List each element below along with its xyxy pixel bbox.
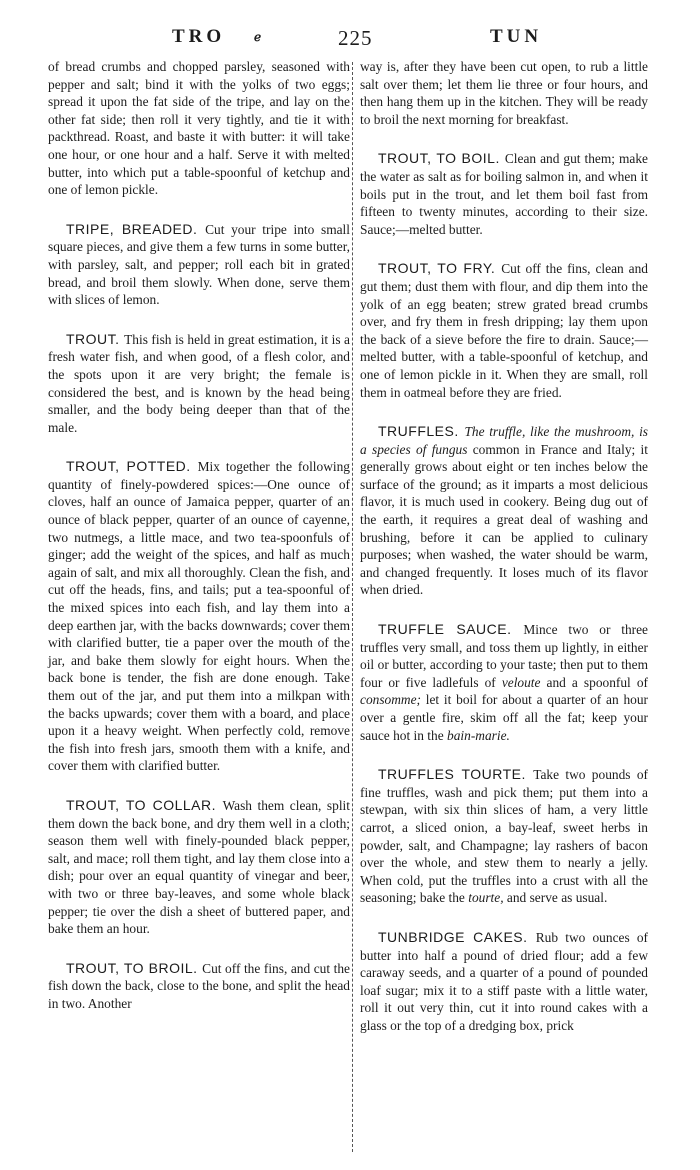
entry-text: Take two pounds of fine truffles, wash and pick them; put them into a stewpan, with six thin slices of ham, a very little carrot, a sliced onion, a bay-leaf, sweet herbs in powder, salt, and Champagne; lay rashers of bacon over the whole, and stew them to nearly a jelly. When cold, put the truffles into a crust with all the seasoning; bake the [360, 767, 648, 906]
continued-text: of bread crumbs and chopped parsley, seasoned with pepper and salt; bind it with the yolks of two eggs; spread it upon the fat side of the tripe, and lay on the other fat side; then roll it very tightly, and tie it with packthread. Roast, and baste it with butter: it will take one hour, or one hour and a half. Serve it with melted butter, into which put a table-spoonful of ketchup and one of lemon pickle. [48, 59, 350, 198]
entry-text: The truffle, like the mushroom, is a species of [360, 424, 648, 457]
entry-title: TRUFFLES. [378, 423, 465, 440]
entry-text: Wash them clean, split them down the back bone, and dry them well in a cloth; season them well with finely-pounded black pepper, salt, and mace; roll them tight, and lay them close into a dish; pour over an equal quantity of vinegar and beer, with two or three bay-leaves, and some whole black pepper; tie over the dish a sheet of buttered paper, and bake them an hour. [48, 797, 350, 937]
entry-title: TROUT, TO COLLAR. [66, 796, 223, 813]
entry-text-italic: fungus [431, 441, 468, 457]
entry-title: TROUT, TO BROIL. [66, 959, 203, 976]
entry-text: and serve as usual. [503, 890, 608, 906]
entry-trout [48, 331, 350, 437]
entry-title: TRUFFLES TOURTE. [378, 766, 534, 783]
entry-title: TROUT, POTTED. [66, 458, 198, 475]
entry-text-italic: veloute [501, 674, 541, 690]
entry-text-italic: tourte, [468, 890, 504, 906]
entry-text: and a spoonful of [540, 674, 648, 690]
entry-text: This fish is held in great estimation, it is a fresh water fish, and when good, of a flesh color, and the spots upon it are very bright; the female is considered the best, and is known by the head being smaller, and the body being deeper than that of the male. [48, 331, 350, 435]
entry-trout-to-fry [360, 260, 648, 401]
entry-title: TUNBRIDGE CAKES. [378, 928, 536, 945]
header-mark: ℯ [254, 30, 262, 44]
page-number: 225 [338, 26, 373, 50]
entry-title: TROUT. [66, 330, 125, 347]
running-header [0, 18, 700, 58]
continued-text: way is, after they have been cut open, to rub a little salt over them; let them lie three or four hours, and then hang them up in the kitchen. They will be ready to broil the next morning for breakfast. [360, 59, 648, 127]
entry-text-italic: consomme; [360, 692, 421, 708]
entry-title: TRIPE, BREADED. [66, 220, 206, 237]
entry-truffles [360, 423, 648, 599]
left-column [48, 58, 350, 1035]
entry-tunbridge-cakes [360, 929, 648, 1035]
column-divider [352, 62, 353, 1152]
right-column [360, 58, 648, 1057]
entry-trout-to-boil [360, 150, 648, 238]
entry-text: Clean and gut them; make the water as salt as for boiling salmon in, and when it boils put in the trout, and let them boil fast from fifteen to twenty minutes, according to their size. Sauce;—melted butter. [360, 151, 648, 237]
entry-text: Mince two or three truffles very small, and toss them up lightly, in either oil or butter, according to your taste; then put to them four or five ladlefuls of [360, 622, 648, 690]
entry-text: Cut your tripe into small square pieces, and give them a few turns in some butter, with parsley, salt, and pepper; roll each bit in grated bread, and broil them slowly. When done, serve them with slices of lemon. [48, 221, 350, 308]
entry-truffles-tourte [360, 766, 648, 907]
entry-trout-potted [48, 458, 350, 775]
entry-title: TROUT, TO BOIL. [378, 150, 505, 167]
entry-text: Cut off the fins, and cut the fish down the back, close to the bone, and split the head in two. Another [48, 960, 350, 1011]
entry-truffle-sauce [360, 621, 648, 744]
entry-trout-to-broil [48, 960, 350, 1013]
entry-title: TRUFFLE SAUCE. [378, 621, 524, 638]
header-right-guideword: TUN [490, 26, 543, 47]
header-left-guideword: TRO [172, 26, 226, 47]
entry-text: Mix together the following quantity of finely-powdered spices:—One ounce of cloves, half an ounce of Jamaica pepper, quarter of an ounce of black pepper, quarter of an ounce of cayenne, two nutmegs, a little mace, and two tea-spoonfuls of ginger; add the weight of the spices, and half as much again of salt, and mix all thoroughly. Clean the fish, and cut off the heads, fins, and tails; put a tea-spoonful of the mixed spices into each fish, and lay them into a deep earthen jar, with the backs downwards; cover them with clarified butter, tie a paper over the mouth of the jar, and bake them slowly for eight hours. When the back bone is tender, the fish are done enough. Take them out of the jar, and put them into a milkpan with the backs upwards; cover them with a board, and place upon it a heavy weight. When perfectly cold, remove the fish into fresh jars, smooth them with a knife, and cover them with clarified butter. [48, 459, 351, 774]
entry-tripe-breaded [48, 221, 350, 309]
entry-title: TROUT, TO FRY. [378, 260, 502, 277]
entry-text: Rub two ounces of butter into half a pound of dried flour; add a few caraway seeds, and a quarter of a pound of pounded loaf sugar; mix it to a stiff paste with a little water, roll it out very thin, cut it into round cakes with a glass or the top of a dredging box, prick [360, 929, 648, 1033]
entry-trout-to-collar [48, 797, 350, 938]
entry-text: let it boil for about a quarter of an hour over a gentle fire, skim off all the fat; keep your sauce hot in the [360, 692, 648, 743]
entry-text: common in France and Italy; it generally grows about eight or ten inches below the surface of the ground; as it imparts a most delicious flavor, it is much used in cookery. Being dug out of the earth, it requires a great deal of washing and brushing, before it can be applied to culinary purposes; when washed, the water should be warm, and changed frequently. It loses much of its flavor when dried. [360, 441, 648, 598]
entry-text-italic: bain-marie. [447, 727, 510, 743]
entry-text: Cut off the fins, clean and gut them; dust them with flour, and dip them into the yolk of an egg beaten; strew grated bread crumbs over, and fry them in fresh dripping; lay them upon the back of a sieve before the fire to drain. Sauce;—melted butter, with a table-spoonful of ketchup, and one of lemon pickle in it. When they are small, roll them in oatmeal before they are fried. [360, 261, 648, 400]
